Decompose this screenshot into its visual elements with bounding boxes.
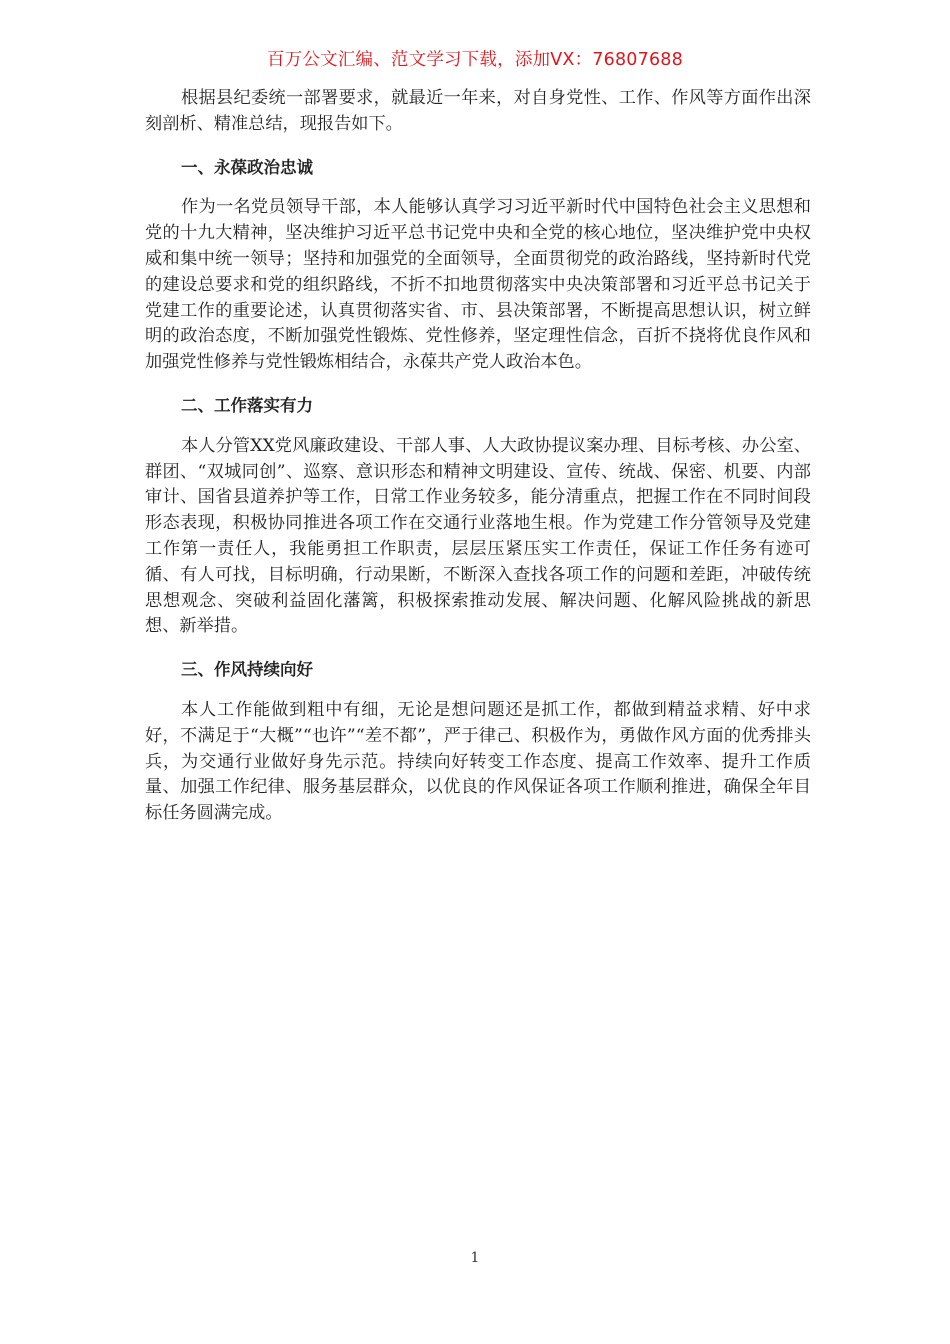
section-paragraph-2: 本人分管XX党风廉政建设、干部人事、人大政协提议案办理、目标考核、办公室、群团、“双城同创”、巡察、意识形态和精神文明建设、宣传、统战、保密、机要、内部审计、国省县道养护等工作，日常工作业务较多，能分清重点，把握工作在不同时间段形态表现，积极协同推进各项工作在交通行业落地生根。作为党建工作分管领导及党建工作第一责任人，我能勇担工作职责，层层压紧压实工作责任，保证工作任务有迹可循、有人可找，目标明确，行动果断，不断深入查找各项工作的问题和差距，冲破传统思想观念、突破利益固化藩篱，积极探索推动发展、解决问题、化解风险挑战的新思想、新举措。 xyxy=(145,435,811,637)
header-banner: 百万公文汇编、范文学习下载，添加VX：76807688 xyxy=(267,50,683,70)
page-number: 1 xyxy=(470,1250,480,1266)
section-paragraph-3: 本人工作能做到粗中有细，无论是想问题还是抓工作，都做到精益求精、好中求好，不满足于“大概”“也许”“差不都”，严于律己、积极作为，勇做作风方面的优秀排头兵，为交通行业做好身先示范。持续向好转变工作态度、提高工作效率、提升工作质量、加强工作纪律、服务基层群众，以优良的作风保证各项工作顺利推进，确保全年目标任务圆满完成。 xyxy=(145,699,811,824)
section-heading-1: 一、永葆政治忠诚 xyxy=(181,157,313,177)
section-paragraph-1: 作为一名党员领导干部，本人能够认真学习习近平新时代中国特色社会主义思想和党的十九大精神，坚决维护习近平总书记党中央和全党的核心地位，坚决维护党中央权威和集中统一领导；坚持和加强党的全面领导，全面贯彻党的政治路线，坚持新时代党的建设总要求和党的组织路线，不折不扣地贯彻落实中央决策部署和习近平总书记关于党建工作的重要论述，认真贯彻落实省、市、县决策部署，不断提高思想认识，树立鲜明的政治态度，不断加强党性锻炼、党性修养，坚定理性信念，百折不挠将优良作风和加强党性修养与党性锻炼相结合，永葆共产党人政治本色。 xyxy=(145,197,811,373)
intro-paragraph: 根据县纪委统一部署要求，就最近一年来，对自身党性、工作、作风等方面作出深刻剖析、精准总结，现报告如下。 xyxy=(145,88,811,134)
document-body xyxy=(145,86,811,827)
section-heading-3: 三、作风持续向好 xyxy=(181,660,313,680)
section-heading-2: 二、工作落实有力 xyxy=(181,395,313,415)
